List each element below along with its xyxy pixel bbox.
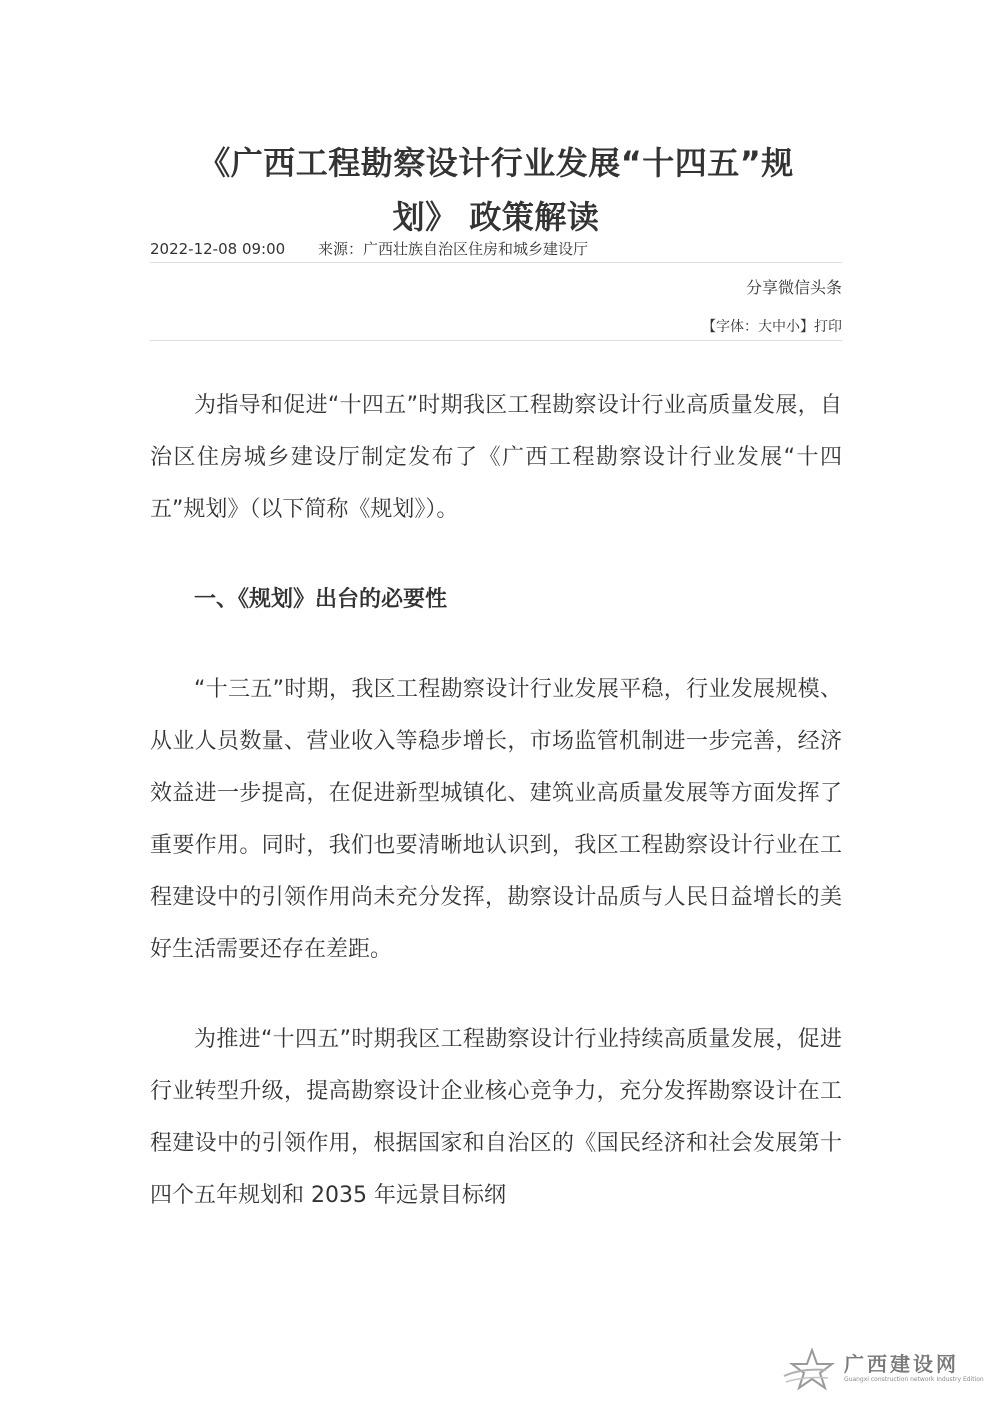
site-watermark-logo (782, 1346, 982, 1392)
font-bar-suffix: 】 (800, 319, 814, 335)
paragraph: 为推进“十四五”时期我区工程勘察设计行业持续高质量发展，促进行业转型升级，提高勘察设计企业核心竞争力，充分发挥勘察设计在工程建设中的引领作用，根据国家和自治区的《国民经济和社会发展第十四个五年规划和 2035 年远景目标纲 (150, 1027, 842, 1208)
font-medium-link[interactable]: 中 (772, 319, 786, 335)
title-line-2: 划》 政策解读 (392, 198, 600, 236)
article-source: 来源：广西壮族自治区住房和城乡建设厅 (317, 240, 588, 258)
publish-date: 2022-12-08 09:00 (150, 240, 286, 258)
font-small-link[interactable]: 小 (786, 319, 800, 335)
title-line-1: 《广西工程勘察设计行业发展“十四五”规 (198, 144, 794, 182)
article-body (150, 380, 842, 1222)
watermark-name-cn: 广西建设网 (844, 1352, 959, 1376)
watermark-name-en: Guangxi construction network Industry Edition (844, 1376, 984, 1383)
font-bar-prefix: 【字体： (702, 319, 758, 335)
paragraph: “十三五”时期，我区工程勘察设计行业发展平稳，行业发展规模、从业人员数量、营业收入等稳步增长，市场监管机制进一步完善，经济效益进一步提高，在促进新型城镇化、建筑业高质量发展等方面发挥了重要作用。同时，我们也要清晰地认识到，我区工程勘察设计行业在工程建设中的引领作用尚未充分发挥，勘察设计品质与人民日益增长的美好生活需要还存在差距。 (150, 677, 842, 962)
article-title (150, 136, 842, 244)
font-large-link[interactable]: 大 (758, 319, 772, 335)
star-logo-icon (782, 1348, 840, 1390)
print-link[interactable]: 打印 (814, 319, 842, 335)
article-meta (150, 238, 842, 263)
font-size-bar (150, 316, 842, 341)
section-heading: 一、《规划》出台的必要性 (194, 587, 448, 612)
paragraph: 为指导和促进“十四五”时期我区工程勘察设计行业高质量发展，自治区住房城乡建设厅制定发布了《广西工程勘察设计行业发展“十四五”规划》（以下简称《规划》）。 (150, 393, 842, 522)
share-wechat-link[interactable]: 分享微信头条 (745, 278, 842, 297)
